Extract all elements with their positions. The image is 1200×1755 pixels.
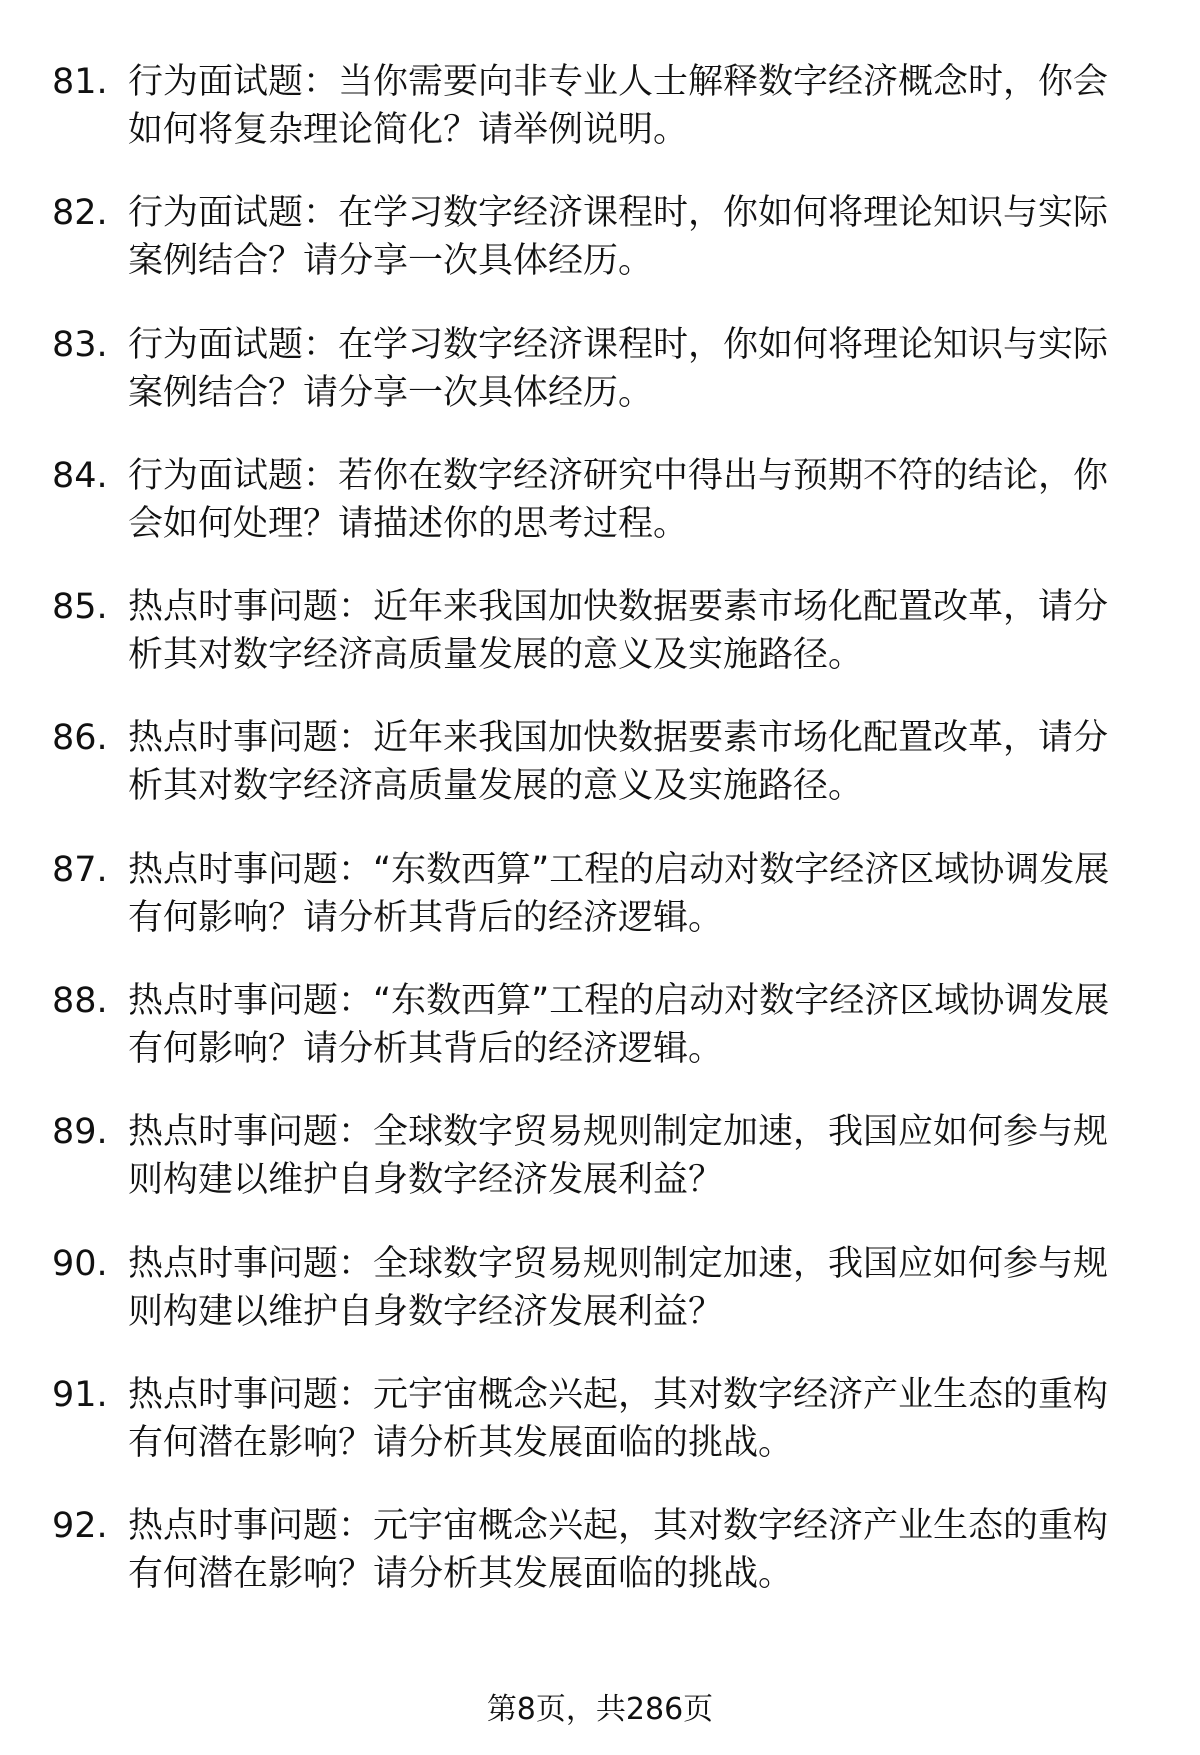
question-number: 89. bbox=[52, 1112, 108, 1153]
question-text: 热点时事问题：全球数字贸易规则制定加速，我国应如何参与规则构建以维护自身数字经济发展利益？ bbox=[128, 1112, 1109, 1201]
question-text: 热点时事问题：近年来我国加快数据要素市场化配置改革，请分析其对数字经济高质量发展的意义及实施路径。 bbox=[128, 587, 1109, 676]
question-item bbox=[0, 1108, 1200, 1239]
question-number: 81. bbox=[52, 62, 108, 102]
question-number: 86. bbox=[52, 718, 108, 759]
question-number: 88. bbox=[52, 981, 108, 1022]
question-item bbox=[0, 321, 1200, 452]
page-number-footer: 第8页，共286页 bbox=[486, 1692, 714, 1727]
question-text: 热点时事问题：“东数西算”工程的启动对数字经济区域协调发展有何影响？请分析其背后的经济逻辑。 bbox=[128, 849, 1110, 938]
question-item bbox=[0, 1502, 1200, 1633]
question-number: 90. bbox=[52, 1243, 108, 1284]
question-text: 热点时事问题：全球数字贸易规则制定加速，我国应如何参与规则构建以维护自身数字经济发展利益？ bbox=[128, 1243, 1109, 1332]
question-text: 热点时事问题：元宇宙概念兴起，其对数字经济产业生态的重构有何潜在影响？请分析其发展面临的挑战。 bbox=[128, 1374, 1109, 1463]
question-item bbox=[0, 583, 1200, 714]
question-text: 热点时事问题：元宇宙概念兴起，其对数字经济产业生态的重构有何潜在影响？请分析其发展面临的挑战。 bbox=[128, 1506, 1109, 1595]
question-number: 92. bbox=[52, 1506, 108, 1547]
question-item bbox=[0, 452, 1200, 583]
question-number: 83. bbox=[52, 324, 108, 365]
question-item bbox=[0, 714, 1200, 845]
question-list bbox=[0, 58, 1200, 1634]
question-text: 行为面试题：在学习数字经济课程时，你如何将理论知识与实际案例结合？请分享一次具体经历。 bbox=[128, 193, 1109, 282]
question-item bbox=[0, 977, 1200, 1108]
question-number: 87. bbox=[52, 849, 108, 890]
question-text: 行为面试题：当你需要向非专业人士解释数字经济概念时，你会如何将复杂理论简化？请举例说明。 bbox=[128, 62, 1109, 150]
question-item bbox=[0, 58, 1200, 189]
question-number: 84. bbox=[52, 455, 108, 496]
question-number: 82. bbox=[52, 193, 108, 234]
question-text: 行为面试题：在学习数字经济课程时，你如何将理论知识与实际案例结合？请分享一次具体经历。 bbox=[128, 324, 1109, 413]
question-item bbox=[0, 189, 1200, 320]
question-text: 热点时事问题：“东数西算”工程的启动对数字经济区域协调发展有何影响？请分析其背后的经济逻辑。 bbox=[128, 981, 1110, 1070]
question-item bbox=[0, 1371, 1200, 1502]
question-text: 热点时事问题：近年来我国加快数据要素市场化配置改革，请分析其对数字经济高质量发展的意义及实施路径。 bbox=[128, 718, 1109, 807]
question-item bbox=[0, 846, 1200, 977]
question-text: 行为面试题：若你在数字经济研究中得出与预期不符的结论，你会如何处理？请描述你的思考过程。 bbox=[128, 455, 1109, 544]
question-item bbox=[0, 1240, 1200, 1371]
question-number: 85. bbox=[52, 587, 108, 628]
question-number: 91. bbox=[52, 1374, 108, 1415]
